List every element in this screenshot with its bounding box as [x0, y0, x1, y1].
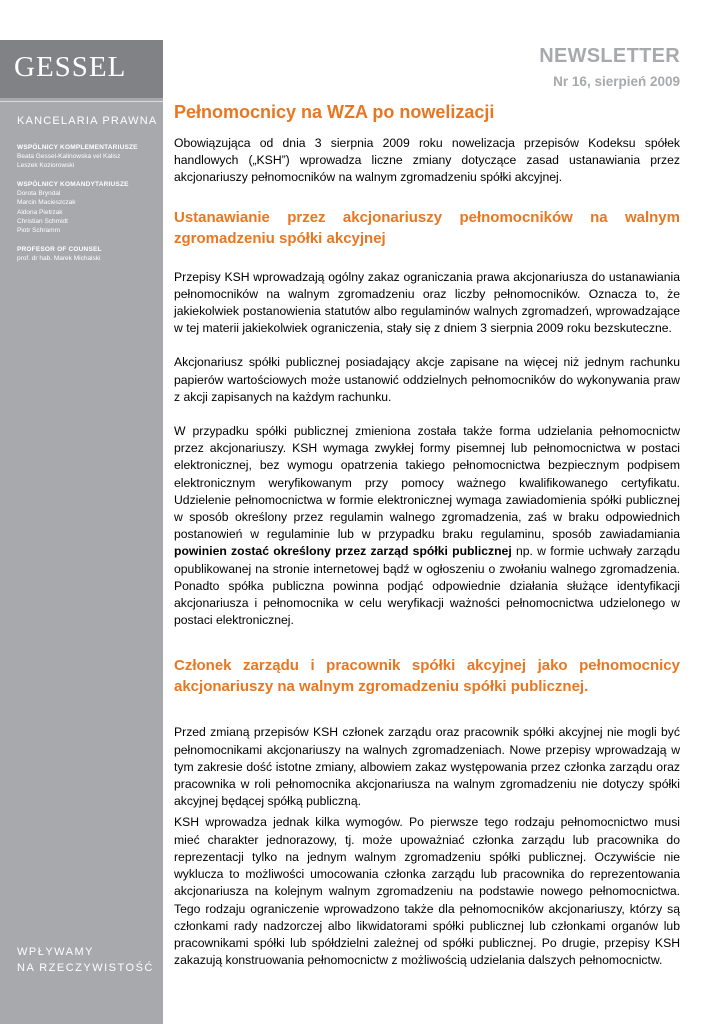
- partner-name: Piotr Schramm: [17, 227, 60, 235]
- tagline-line: NA RZECZYWISTOŚĆ: [17, 962, 154, 974]
- paragraph: Przepisy KSH wprowadzają ogólny zakaz ograniczania prawa akcjonariusza do ustanawiania pełnomocników na walnym zgromadzeniu oraz liczby pełnomocników. Oznacza to, że jakiekolwiek postanowienia statutów albo regulaminów walnych zgromadzeń, wprowadzające w tej materii jakiekolwiek ograniczenia, stały się z dniem 3 sierpnia 2009 roku bezskuteczne.: [174, 269, 680, 336]
- partner-name: prof. dr hab. Marek Michalski: [17, 254, 101, 262]
- group-title: WSPÓLNICY KOMANDYTARIUSZE: [17, 180, 129, 188]
- tagline: [17, 944, 154, 976]
- group-title: PROFESOR OF COUNSEL: [17, 245, 102, 253]
- partners-list: [17, 143, 157, 263]
- article: [174, 100, 680, 969]
- partner-name: Christian Schmidt: [17, 218, 68, 226]
- partner-name: Aldona Pietrzak: [17, 208, 63, 216]
- section-heading-proxies: Ustanawianie przez akcjonariuszy pełnomocników na walnym zgromadzeniu spółki akcyjnej: [174, 208, 680, 247]
- partner-name: Leszek Koziorowski: [17, 162, 75, 170]
- article-title: Pełnomocnicy na WZA po nowelizacji: [174, 102, 495, 122]
- paragraph: Przed zmianą przepisów KSH członek zarządu oraz pracownik spółki akcyjnej nie mogli być pełnomocnikami akcjonariuszy na walnych zgromadzeniach. Nowe przepisy wprowadzają w tym zakresie dość istotne zmiany, albowiem zakaz występowania przez członka zarządu oraz pracownika w roli pełnomocnika akcjonariusza na walnym zgromadzeniu nie dotyczy spółki akcyjnej będącej spółką publiczną.: [174, 725, 680, 809]
- sidebar-divider: [0, 101, 163, 102]
- group-title: WSPÓLNICY KOMPLEMENTARIUSZE: [17, 144, 138, 151]
- newsletter-issue: Nr 16, sierpień 2009: [553, 74, 680, 89]
- bold-text: powinien zostać określony przez zarząd spółki publicznej: [174, 544, 512, 559]
- text-span: np. w formie uchwały zarządu opublikowanej na stronie internetowej bądź w ogłoszeniu o zwołaniu walnego zgromadzenia. Ponadto spółka publiczna powinna podjąć odpowiednie działania służące identyfikacji akcjonariusza i pełnomocnika w celu weryfikacji ważności pełnomocnictwa udzielonego w postaci elektronicznej.: [174, 544, 680, 628]
- partner-name: Marcin Macieszczak: [17, 199, 76, 207]
- section-heading-board-members: Członek zarządu i pracownik spółki akcyjnej jako pełnomocnicy akcjonariuszy na walnym zgromadzeniu spółki publicznej.: [174, 657, 680, 696]
- intro-paragraph: Obowiązująca od dnia 3 sierpnia 2009 roku nowelizacja przepisów Kodeksu spółek handlowych („KSH”) wprowadza liczne zmiany dotyczące zasad ustanawiania przez akcjonariuszy pełnomocników na walnym zgromadzeniu spółki akcyjnej.: [174, 136, 680, 185]
- partner-name: Beata Gessel-Kalinowska vel Kalisz: [17, 153, 121, 160]
- gessel-logo[interactable]: GESSEL: [14, 51, 127, 83]
- paragraph: KSH wprowadza jednak kilka wymogów. Po pierwsze tego rodzaju pełnomocnictwo musi mieć charakter jednorazowy, tj. może upoważniać członka zarządu lub pracownika do reprezentacji tylko na jednym walnym zgromadzeniu spółki publicznej. Oczywiście nie wyklucza to możliwości umocowania członka zarządu lub pracownika do reprezentowania akcjonariusza na kolejnym walnym zgromadzeniu na podstawie nowego pełnomocnictwa. Tego rodzaju ograniczenie wprowadzono także dla pełnomocników akcjonariuszy, którzy są członkami rady nadzorczej albo likwidatorami spółki publicznej lub członkami organów lub pracownikami spółki lub spółdzielni zależnej od spółki publicznej. Po drugie, przepisy KSH zakazują konstruowania pełnomocnictw z możliwością udzielania dalszych pełnomocnictw.: [174, 815, 680, 968]
- paragraph: Akcjonariusz spółki publicznej posiadający akcje zapisane na więcej niż jednym rachunku papierów wartościowych może ustanowić oddzielnych pełnomocników do wykonywania praw z akcji zapisanych na każdym rachunku.: [174, 355, 680, 404]
- tagline-line: WPŁYWAMY: [17, 946, 94, 958]
- text-span: W przypadku spółki publicznej zmieniona została także forma udzielania pełnomocnictw przez akcjonariuszy. KSH wymaga zwykłej formy pisemnej lub pełnomocnictwa w postaci elektronicznej, bez wymogu opatrzenia takiego pełnomocnictwa bezpiecznym podpisem elektronicznym weryfikowanym przy pomocy ważnego kwalifikowanego certyfikatu. Udzielenie pełnomocnictwa w formie elektronicznej wymaga zawiadomienia spółki publicznej w sposób określony przez regulamin walnego zgromadzenia, zaś w braku odpowiednich postanowień w regulaminie lub w przypadku braku regulaminu, sposób zawiadamiania: [174, 424, 680, 542]
- sidebar: [0, 40, 163, 1024]
- partner-name: Dorota Bryndal: [17, 189, 61, 197]
- firm-type: KANCELARIA PRAWNA: [17, 115, 158, 127]
- logo-box: [0, 40, 163, 98]
- paragraph: [174, 423, 680, 629]
- newsletter-title: NEWSLETTER: [539, 45, 680, 67]
